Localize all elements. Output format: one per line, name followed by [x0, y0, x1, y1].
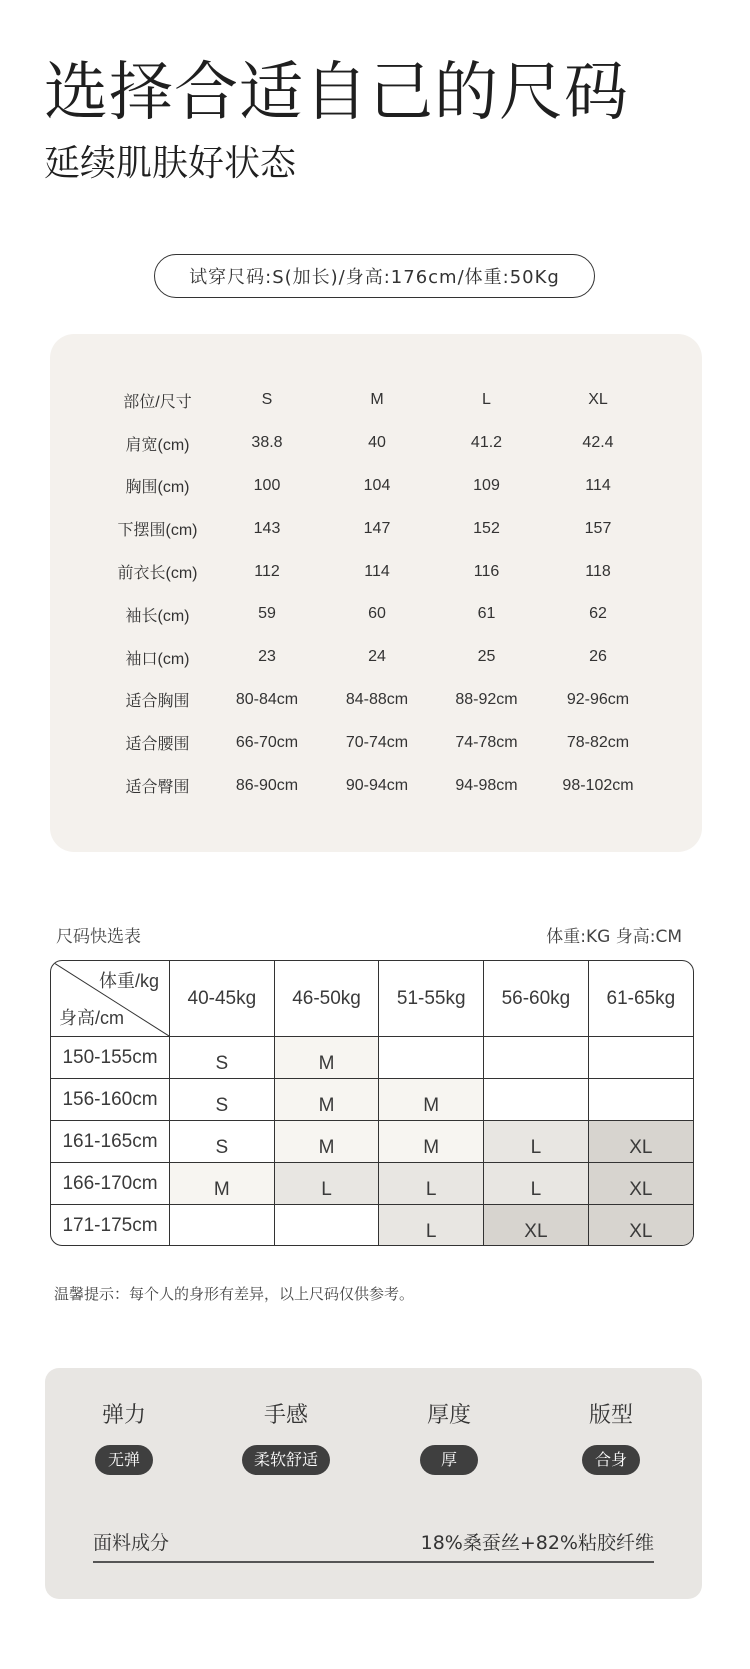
- attribute-thickness: [379, 1398, 519, 1475]
- weight-column-header: 61-65kg: [588, 961, 693, 1037]
- quick-select-title: 尺码快选表: [56, 927, 141, 947]
- spec-cell: 74-78cm: [455, 733, 518, 751]
- size-cell: XL: [588, 1121, 693, 1163]
- spec-row-label: 前衣长(cm): [117, 565, 198, 583]
- size-cell: [484, 1079, 589, 1121]
- table-row: [100, 550, 658, 593]
- spec-cell: 104: [363, 476, 391, 494]
- size-cell: [588, 1037, 693, 1079]
- spec-row-label: 袖长(cm): [125, 607, 190, 625]
- size-cell: L: [484, 1121, 589, 1163]
- height-row-label: 166-170cm: [51, 1163, 170, 1205]
- spec-cell: 78-82cm: [566, 733, 630, 751]
- attribute-value-badge: 柔软舒适: [242, 1445, 330, 1475]
- spec-cell: 59: [258, 605, 276, 623]
- spec-cell: 86-90cm: [235, 776, 299, 794]
- spec-row-label: 袖口(cm): [125, 650, 190, 668]
- weight-column-header: 51-55kg: [379, 961, 484, 1037]
- spec-cell: 26: [589, 648, 607, 666]
- spec-header-cell: 部位/尺寸: [123, 393, 192, 411]
- spec-header-cell: XL: [588, 391, 608, 409]
- spec-cell: 114: [364, 562, 390, 580]
- attribute-label: 手感: [263, 1403, 308, 1428]
- size-cell: XL: [588, 1163, 693, 1205]
- height-row-label: 150-155cm: [51, 1037, 170, 1079]
- size-cell: [484, 1037, 589, 1079]
- height-row-label: 161-165cm: [51, 1121, 170, 1163]
- table-row: [51, 1121, 693, 1163]
- spec-cell: 61: [477, 605, 496, 623]
- spec-cell: 62: [589, 605, 607, 623]
- page-subtitle: 延续肌肤好状态: [44, 143, 297, 184]
- size-cell: L: [379, 1205, 484, 1247]
- spec-cell: 80-84cm: [235, 690, 299, 708]
- weight-column-header: 56-60kg: [484, 961, 589, 1037]
- spec-cell: 42.4: [582, 434, 614, 452]
- spec-cell: 143: [253, 519, 281, 537]
- size-cell: [170, 1205, 275, 1247]
- size-tip-note: 温馨提示：每个人的身形有差异，以上尺码仅供参考。: [54, 1285, 415, 1303]
- spec-cell: 152: [473, 519, 500, 537]
- fabric-composition-label: 面料成分: [93, 1532, 170, 1554]
- size-cell: M: [274, 1079, 379, 1121]
- attribute-label: 弹力: [101, 1403, 146, 1428]
- spec-cell: 84-88cm: [345, 690, 409, 708]
- table-corner-header: [51, 961, 170, 1037]
- fabric-divider: [93, 1561, 654, 1563]
- size-cell: M: [379, 1121, 484, 1163]
- spec-cell: 92-96cm: [566, 690, 630, 708]
- spec-cell: 23: [258, 648, 276, 666]
- size-spec-card: [50, 334, 702, 852]
- spec-cell: 98-102cm: [562, 776, 634, 794]
- size-cell: M: [379, 1079, 484, 1121]
- size-spec-table: [100, 379, 658, 807]
- corner-weight-label: 体重/kg: [98, 971, 159, 991]
- attribute-label: 厚度: [426, 1403, 471, 1428]
- table-row: [51, 1079, 693, 1121]
- spec-cell: 41.2: [470, 434, 503, 452]
- table-row: [51, 1163, 693, 1205]
- spec-cell: 25: [477, 648, 496, 666]
- weight-column-header: 46-50kg: [274, 961, 379, 1037]
- attribute-value-badge: 合身: [582, 1445, 640, 1475]
- spec-cell: 116: [473, 562, 500, 580]
- spec-row-label: 适合臀围: [125, 779, 190, 797]
- table-row: [100, 422, 658, 465]
- spec-row-label: 胸围(cm): [125, 479, 190, 497]
- weight-column-header: 40-45kg: [170, 961, 275, 1037]
- size-cell: S: [170, 1121, 275, 1163]
- size-cell: L: [274, 1163, 379, 1205]
- spec-row-label: 下摆围(cm): [117, 522, 198, 540]
- spec-cell: 114: [585, 476, 611, 494]
- size-cell: [274, 1205, 379, 1247]
- attribute-handfeel: [216, 1398, 356, 1475]
- table-row: [100, 636, 658, 679]
- size-quick-select-table: [50, 960, 694, 1246]
- spec-header-cell: L: [482, 391, 491, 409]
- spec-row-label: 适合腰围: [125, 736, 190, 754]
- size-cell: L: [379, 1163, 484, 1205]
- corner-height-label: 身高/cm: [59, 1008, 124, 1028]
- fabric-attributes-card: [45, 1368, 702, 1599]
- spec-row-label: 肩宽(cm): [125, 436, 190, 454]
- height-row-label: 156-160cm: [51, 1079, 170, 1121]
- size-cell: [379, 1037, 484, 1079]
- size-cell: [588, 1079, 693, 1121]
- spec-cell: 94-98cm: [455, 776, 518, 794]
- spec-row-label: 适合胸围: [125, 693, 190, 711]
- spec-cell: 100: [253, 476, 281, 494]
- quick-select-units: 体重:KG 身高:CM: [546, 927, 682, 947]
- size-cell: S: [170, 1079, 275, 1121]
- size-cell: M: [170, 1163, 275, 1205]
- spec-cell: 66-70cm: [235, 733, 299, 751]
- spec-cell: 88-92cm: [455, 690, 518, 708]
- spec-cell: 24: [368, 648, 386, 666]
- table-row: [51, 1205, 693, 1247]
- table-row: [100, 507, 658, 550]
- size-cell: XL: [588, 1205, 693, 1247]
- spec-header-cell: S: [261, 391, 273, 409]
- spec-cell: 109: [473, 476, 500, 494]
- size-cell: M: [274, 1121, 379, 1163]
- attribute-label: 版型: [588, 1403, 633, 1428]
- trial-size-badge: 试穿尺码:S(加长)/身高:176cm/体重:50Kg: [154, 254, 595, 298]
- size-cell: XL: [484, 1205, 589, 1247]
- table-row: [100, 764, 658, 807]
- attribute-elasticity: [54, 1398, 194, 1475]
- table-row: [100, 465, 658, 508]
- spec-cell: 157: [584, 519, 612, 537]
- attribute-value-badge: 无弹: [95, 1445, 153, 1475]
- table-row: [100, 679, 658, 722]
- spec-header-cell: M: [370, 391, 384, 409]
- spec-cell: 70-74cm: [345, 733, 409, 751]
- height-row-label: 171-175cm: [51, 1205, 170, 1247]
- table-row: [100, 721, 658, 764]
- spec-cell: 60: [368, 605, 386, 623]
- spec-cell: 38.8: [251, 434, 283, 452]
- spec-cell: 90-94cm: [345, 776, 409, 794]
- fabric-composition-value: 18%桑蚕丝+82%粘胶纤维: [420, 1532, 654, 1554]
- size-cell: L: [484, 1163, 589, 1205]
- spec-header-row: [100, 379, 658, 422]
- table-row: [100, 593, 658, 636]
- attribute-fit: [541, 1398, 681, 1475]
- spec-cell: 147: [363, 519, 391, 537]
- size-cell: S: [170, 1037, 275, 1079]
- attribute-value-badge: 厚: [420, 1445, 478, 1475]
- page-title: 选择合适自己的尺码: [44, 56, 629, 130]
- spec-cell: 40: [368, 434, 386, 452]
- size-cell: M: [274, 1037, 379, 1079]
- spec-cell: 112: [254, 562, 280, 580]
- table-row: [51, 1037, 693, 1079]
- spec-cell: 118: [585, 562, 611, 580]
